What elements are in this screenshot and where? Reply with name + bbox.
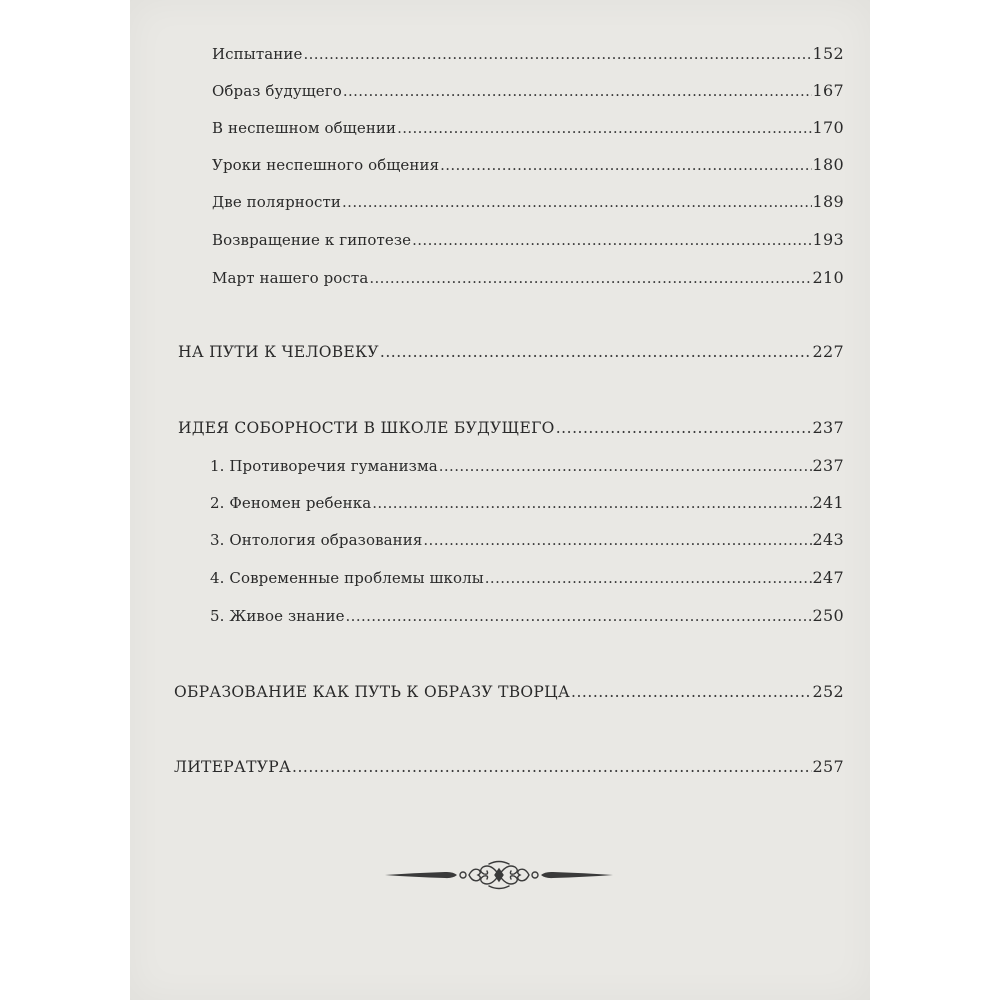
toc-entry [210, 456, 844, 475]
toc-entry-title: 3. Онтология образования [210, 531, 423, 549]
toc-section-title: НА ПУТИ К ЧЕЛОВЕКУ [178, 343, 379, 361]
toc-entry-page: 170 [812, 118, 844, 137]
toc-section-title: ОБРАЗОВАНИЕ КАК ПУТЬ К ОБРАЗУ ТВОРЦА [174, 683, 571, 701]
toc-leader-dots [303, 45, 811, 63]
toc-leader-dots [342, 193, 812, 211]
toc-entry [210, 493, 844, 512]
toc-leader-dots [485, 569, 812, 587]
toc-entry [212, 155, 844, 174]
toc-entry-title: Март нашего роста [212, 269, 369, 287]
toc-entry [210, 568, 844, 587]
toc-section [174, 682, 844, 701]
toc-entry [212, 44, 844, 63]
toc-leader-dots [412, 231, 811, 249]
toc-entry-title: 1. Противоречия гуманизма [210, 457, 438, 475]
toc-entry-title: Возвращение к гипотезе [212, 231, 412, 249]
toc-leader-dots [380, 343, 812, 361]
toc-leader-dots [397, 119, 811, 137]
toc-entry-title: В неспешном общении [212, 119, 397, 137]
toc-section [178, 418, 844, 437]
toc-entry-page: 241 [812, 493, 844, 512]
toc-section-page: 252 [812, 682, 844, 701]
decorative-flourish-icon [383, 858, 615, 892]
toc-leader-dots [292, 758, 812, 776]
toc-section-title: ИДЕЯ СОБОРНОСТИ В ШКОЛЕ БУДУЩЕГО [178, 419, 555, 437]
toc-leader-dots [439, 457, 812, 475]
toc-section-page: 257 [812, 757, 844, 776]
toc-entry-page: 210 [812, 268, 844, 287]
toc-entry-title: Испытание [212, 45, 303, 63]
toc-entry [210, 606, 844, 625]
toc-entry-title: 4. Современные проблемы школы [210, 569, 484, 587]
toc-entry-page: 193 [812, 230, 844, 249]
toc-entry-title: 5. Живое знание [210, 607, 345, 625]
book-page [130, 0, 870, 1000]
toc-entry-page: 243 [812, 530, 844, 549]
toc-entry [212, 230, 844, 249]
toc-leader-dots [343, 82, 812, 100]
toc-entry-title: 2. Феномен ребенка [210, 494, 372, 512]
toc-leader-dots [346, 607, 812, 625]
toc-leader-dots [440, 156, 811, 174]
toc-leader-dots [369, 269, 811, 287]
toc-leader-dots [571, 683, 812, 701]
toc-entry [212, 192, 844, 211]
toc-entry-title: Образ будущего [212, 82, 342, 100]
toc-entry-page: 237 [812, 456, 844, 475]
toc-entry [212, 118, 844, 137]
toc-entry [212, 81, 844, 100]
toc-entry-page: 180 [812, 155, 844, 174]
toc-entry-page: 250 [812, 606, 844, 625]
toc-section-title: ЛИТЕРАТУРА [174, 758, 291, 776]
toc-section [174, 757, 844, 776]
toc-entry-title: Уроки неспешного общения [212, 156, 440, 174]
toc-leader-dots [423, 531, 811, 549]
toc-entry-page: 152 [812, 44, 844, 63]
toc-leader-dots [556, 419, 812, 437]
toc-entry [212, 268, 844, 287]
toc-section-page: 237 [812, 418, 844, 437]
toc-section [178, 342, 844, 361]
toc-entry [210, 530, 844, 549]
toc-entry-page: 189 [812, 192, 844, 211]
toc-entry-title: Две полярности [212, 193, 342, 211]
toc-entry-page: 247 [812, 568, 844, 587]
toc-section-page: 227 [812, 342, 844, 361]
toc-leader-dots [372, 494, 811, 512]
toc-entry-page: 167 [812, 81, 844, 100]
